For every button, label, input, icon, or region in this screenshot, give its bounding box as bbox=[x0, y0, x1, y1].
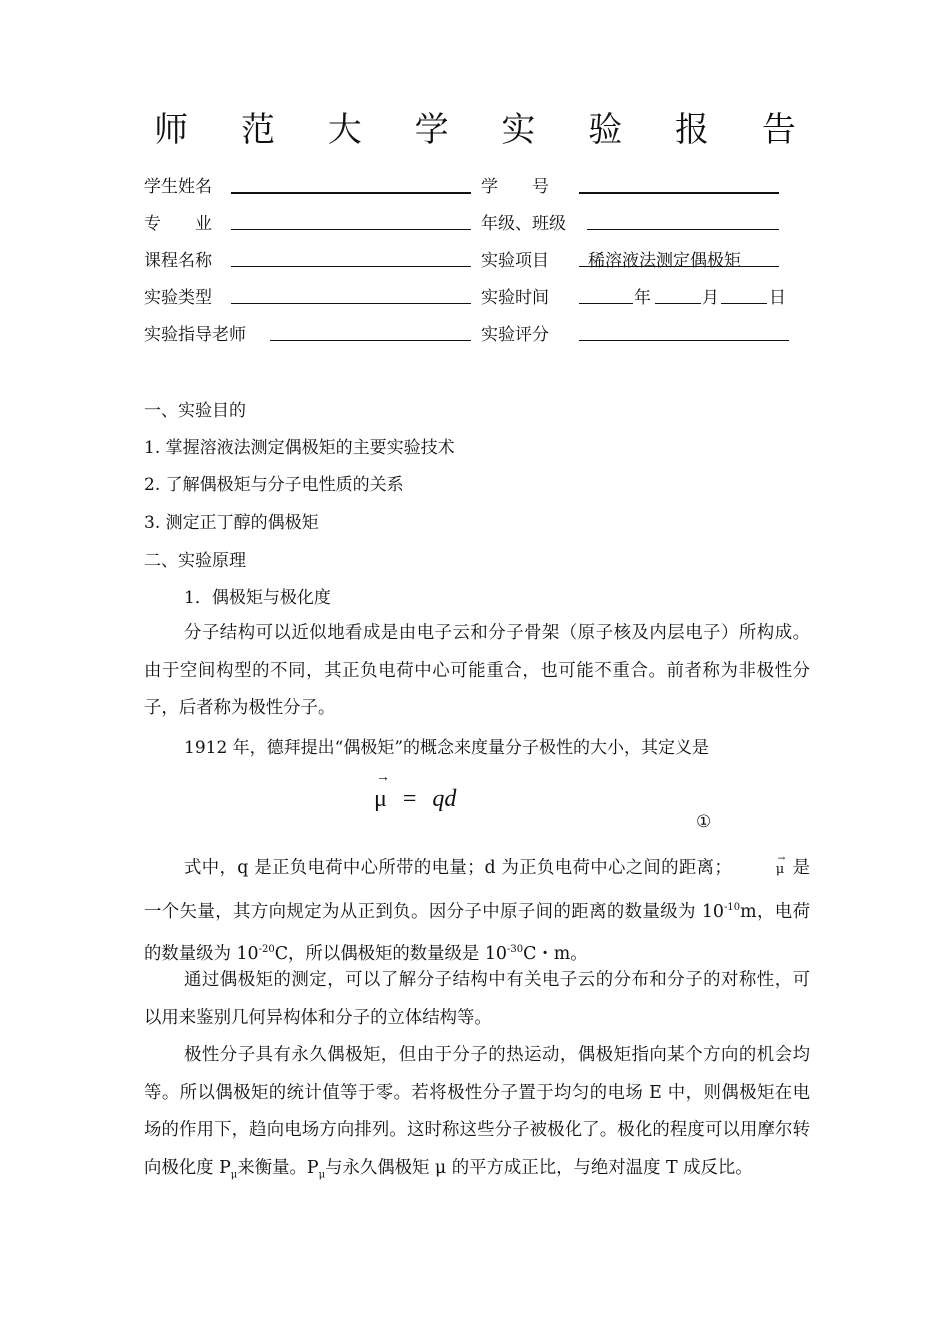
paragraph-molecular-structure: 分子结构可以近似地看成是由电子云和分子骨架（原子核及内层电子）所构成。由于空间构型的不同，其正负电荷中心可能重合，也可能不重合。前者称为非极性分子，后者称为极性分子。 bbox=[144, 623, 810, 718]
major-label: 专 业 bbox=[144, 214, 212, 234]
student-name-field[interactable] bbox=[231, 192, 471, 194]
formula-rhs: qd bbox=[432, 786, 457, 812]
experiment-item-label: 实验项目 bbox=[481, 251, 549, 271]
paragraph-debye: 1912 年，德拜提出“偶极矩”的概念来度量分子极性的大小，其定义是 bbox=[184, 738, 710, 758]
course-name-field[interactable] bbox=[231, 266, 471, 267]
course-name-label: 课程名称 bbox=[144, 251, 212, 271]
student-name-label: 学生姓名 bbox=[144, 177, 212, 197]
paragraph-polarization: 极性分子具有永久偶极矩，但由于分子的热运动，偶极矩指向某个方向的机会均等。所以偶极矩的统计值等于零。若将极性分子置于均匀的电场 E 中，则偶极矩在电场的作用下，趋向电场方向排列。这时称这些分子被极化了。极化的程度可以用摩尔转向极化度 $P_\mu$来衡量。$P_\mu$与永久偶极矩 μ 的平方成正比，与绝对温度 T 成反比。 bbox=[144, 1045, 810, 1180]
year-field[interactable] bbox=[579, 303, 633, 304]
day-field[interactable] bbox=[721, 303, 767, 304]
major-field[interactable] bbox=[231, 229, 471, 230]
page-title: 师 范 大 学 实 验 报 告 bbox=[154, 110, 817, 150]
objective-item-1: 1. 掌握溶液法测定偶极矩的主要实验技术 bbox=[144, 438, 455, 458]
paragraph-applications: 通过偶极矩的测定，可以了解分子结构中有关电子云的分布和分子的对称性，可以用来鉴别几何异构体和分子的立体结构等。 bbox=[144, 970, 810, 1028]
instructor-label: 实验指导老师 bbox=[144, 325, 246, 345]
objective-item-2: 2. 了解偶极矩与分子电性质的关系 bbox=[144, 475, 404, 495]
experiment-item-value[interactable]: 稀溶液法测定偶极矩 bbox=[588, 251, 741, 271]
experiment-time-label: 实验时间 bbox=[481, 288, 549, 308]
mu-vector-inline: → μ bbox=[775, 854, 786, 877]
month-unit: 月 bbox=[702, 288, 719, 308]
experiment-type-field[interactable] bbox=[231, 303, 471, 304]
grade-class-field[interactable] bbox=[587, 229, 779, 230]
paragraph-definition: 式中，q 是正负电荷中心所带的电量；d 为正负电荷中心之间的距离； → μ 是一个矢量，其方向规定为从正到负。因分子中原子间的距离的数量级为 $10^{-10}m$，电荷的数量级为 $10^{-20}C$，所以偶极矩的数量级是 $10^{-30}C$・m。 bbox=[144, 850, 810, 973]
grade-class-label: 年级、班级 bbox=[481, 214, 566, 234]
score-field[interactable] bbox=[579, 340, 789, 341]
formula-dipole bbox=[374, 770, 457, 813]
formula-equals: = bbox=[402, 786, 417, 812]
objective-item-3: 3. 测定正丁醇的偶极矩 bbox=[144, 513, 319, 533]
subsection-heading: 1．偶极矩与极化度 bbox=[184, 588, 331, 608]
section-heading-principle: 二、实验原理 bbox=[144, 551, 246, 571]
formula-number: ① bbox=[696, 812, 712, 832]
year-unit: 年 bbox=[634, 288, 651, 308]
section-heading-objectives: 一、实验目的 bbox=[144, 401, 246, 421]
student-id-label: 学 号 bbox=[481, 177, 549, 197]
student-id-field[interactable] bbox=[579, 192, 779, 194]
mu-vector-symbol: → μ bbox=[374, 770, 390, 812]
day-unit: 日 bbox=[769, 288, 786, 308]
month-field[interactable] bbox=[655, 303, 701, 304]
experiment-type-label: 实验类型 bbox=[144, 288, 212, 308]
instructor-field[interactable] bbox=[270, 340, 471, 341]
score-label: 实验评分 bbox=[481, 325, 549, 345]
